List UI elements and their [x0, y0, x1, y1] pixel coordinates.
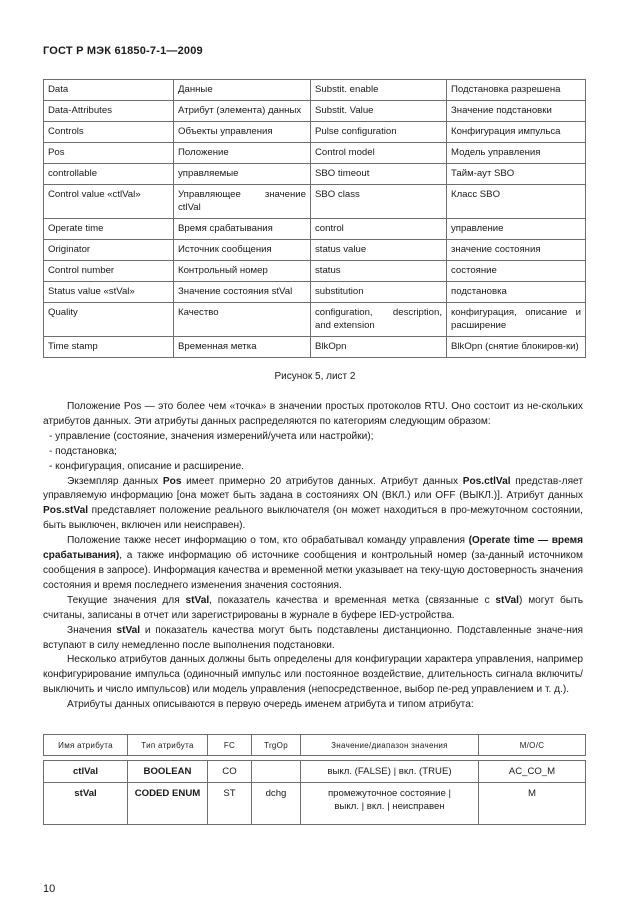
attributes-table — [43, 734, 586, 825]
page-number: 10 — [43, 883, 56, 895]
text-run: Экземпляр данных — [67, 475, 163, 487]
glossary-cell: Положение — [174, 143, 311, 164]
column-header: M/O/C — [479, 735, 586, 756]
glossary-cell: BlkOpn (снятие блокиров-ки) — [447, 337, 586, 358]
glossary-row — [44, 122, 586, 143]
text-run-bold: Pos.stVal — [43, 505, 89, 517]
attributes-header-row — [44, 735, 586, 756]
value-line: промежуточное состояние | — [327, 788, 452, 799]
column-header: Имя атрибута — [44, 735, 128, 756]
glossary-cell: Pulse configuration — [311, 122, 447, 143]
glossary-cell: Data — [44, 80, 174, 101]
glossary-cell: controllable — [44, 164, 174, 185]
glossary-row — [44, 219, 586, 240]
text-run: и показатель качества могут быть подставлены дистанционно. Подставленные значе-ния вступают в силу немедленно после выполнения подстановки. — [43, 624, 583, 651]
paragraph — [43, 624, 583, 654]
column-header: FC — [208, 735, 252, 756]
column-header: Тип атрибута — [128, 735, 208, 756]
glossary-row — [44, 164, 586, 185]
text-run-bold: stVal — [185, 594, 210, 606]
glossary-cell: substitution — [311, 282, 447, 303]
text-run-bold: Pos — [162, 475, 182, 487]
glossary-cell: состояние — [447, 261, 586, 282]
glossary-cell: Управляющее значение ctlVal — [174, 185, 311, 219]
glossary-cell: Объекты управления — [174, 122, 311, 143]
glossary-row — [44, 282, 586, 303]
table-row — [44, 761, 586, 783]
text-run: представляет положение реального выключателя (он может находиться в про-межуточном состоянии, быть выключен, включен или неисправен). — [43, 505, 583, 532]
glossary-row — [44, 185, 586, 219]
glossary-cell: Control model — [311, 143, 447, 164]
glossary-cell: Модель управления — [447, 143, 586, 164]
glossary-row — [44, 240, 586, 261]
glossary-row — [44, 337, 586, 358]
paragraph: Положение Pos — это более чем «точка» в значении простых протоколов RTU. Оно состоит из не-скольких атрибутов данных. Эти атрибуты данных распределяются по категориям следующим образом: — [43, 401, 583, 427]
text-run-bold: Pos.ctlVal — [462, 475, 511, 487]
glossary-cell: конфигурация, описание и расширение — [447, 303, 586, 337]
value-line: выкл. | вкл. | неисправен — [334, 801, 445, 812]
glossary-cell: Status value «stVal» — [44, 282, 174, 303]
glossary-table — [43, 79, 586, 358]
glossary-cell: Качество — [174, 303, 311, 337]
attribute-moc: AC_CO_M — [479, 761, 586, 783]
glossary-cell: SBO timeout — [311, 164, 447, 185]
paragraph — [43, 594, 583, 624]
list-item: - подстановка; — [49, 445, 117, 457]
glossary-cell: Время срабатывания — [174, 219, 311, 240]
attribute-type: BOOLEAN — [128, 761, 208, 783]
text-run-bold: stVal — [495, 594, 520, 606]
text-run: Текущие значения для — [67, 594, 186, 606]
glossary-cell: status value — [311, 240, 447, 261]
glossary-cell: Класс SBO — [447, 185, 586, 219]
figure-caption: Рисунок 5, лист 2 — [274, 371, 356, 382]
glossary-cell: Data-Attributes — [44, 101, 174, 122]
attribute-name: stVal — [44, 783, 128, 825]
glossary-cell: Substit. enable — [311, 80, 447, 101]
glossary-cell: Источник сообщения — [174, 240, 311, 261]
paragraph — [43, 534, 583, 594]
glossary-cell: управление — [447, 219, 586, 240]
glossary-cell: Значение подстановки — [447, 101, 586, 122]
glossary-cell: Значение состояния stVal — [174, 282, 311, 303]
glossary-row — [44, 143, 586, 164]
glossary-cell: SBO class — [311, 185, 447, 219]
glossary-cell: Атрибут (элемента) данных — [174, 101, 311, 122]
glossary-cell: configuration, description, and extension — [311, 303, 447, 337]
text-run: , показатель качества и временная метка (связанные с — [209, 594, 496, 606]
glossary-row — [44, 303, 586, 337]
glossary-cell: control — [311, 219, 447, 240]
glossary-table-body — [44, 80, 586, 358]
attribute-moc: M — [479, 783, 586, 825]
glossary-cell: Controls — [44, 122, 174, 143]
glossary-cell: BlkOpn — [311, 337, 447, 358]
glossary-cell: Подстановка разрешена — [447, 80, 586, 101]
glossary-cell: Control number — [44, 261, 174, 282]
attribute-fc: CO — [208, 761, 252, 783]
text-run: ) могут быть считаны, записаны в отчет или зарегистрированы в журнале в буфере IED-устройства. — [43, 594, 583, 621]
attribute-type: CODED ENUM — [128, 783, 208, 825]
text-run: представ-ляет управляемую информацию [она может быть задана в состояниях ON (ВКЛ.) или OFF (ВЫКЛ.)]. Атрибут данных — [43, 475, 583, 502]
column-header: TrgOp — [252, 735, 301, 756]
attribute-value: выкл. (FALSE) | вкл. (TRUE) — [301, 761, 479, 783]
glossary-cell: Time stamp — [44, 337, 174, 358]
text-run: Положение также несет информацию о том, кто обрабатывал команду управления — [67, 535, 469, 547]
glossary-cell: подстановка — [447, 282, 586, 303]
glossary-cell: Substit. Value — [311, 101, 447, 122]
paragraph: Атрибуты данных описываются в первую очередь именем атрибута и типом атрибута: — [67, 699, 474, 711]
attribute-trgop: dchg — [252, 783, 301, 825]
glossary-cell: значение состояния — [447, 240, 586, 261]
glossary-cell: Тайм-аут SBO — [447, 164, 586, 185]
paragraph — [43, 475, 583, 535]
glossary-cell: status — [311, 261, 447, 282]
glossary-row — [44, 261, 586, 282]
document-header: ГОСТ Р МЭК 61850-7-1—2009 — [43, 45, 203, 57]
glossary-cell: Данные — [174, 80, 311, 101]
attribute-fc: ST — [208, 783, 252, 825]
attribute-trgop — [252, 761, 301, 783]
text-run: Значения — [67, 624, 117, 636]
glossary-cell: Pos — [44, 143, 174, 164]
text-run-bold: stVal — [116, 624, 141, 636]
body-text — [43, 400, 583, 713]
glossary-cell: Конфигурация импульса — [447, 122, 586, 143]
list-item: - конфигурация, описание и расширение. — [49, 460, 245, 472]
glossary-cell: Control value «ctlVal» — [44, 185, 174, 219]
text-run: имеет примерно 20 атрибутов данных. Атрибут данных — [181, 475, 463, 487]
glossary-cell: Operate time — [44, 219, 174, 240]
glossary-cell: Временная метка — [174, 337, 311, 358]
glossary-row — [44, 101, 586, 122]
glossary-cell: управляемые — [174, 164, 311, 185]
text-run-bold: (Operate time — время срабатывания) — [43, 535, 583, 562]
list-item: - управление (состояние, значения измерений/учета или настройки); — [49, 430, 374, 442]
text-run: , а также информацию об источнике сообщения и контрольный номер (за-данный источником сообщения в запросе). Информация качества и временной метки указывает на теку-щую достоверность значения состояния и время последнего изменения значения состояния. — [43, 550, 583, 591]
column-header: Значение/диапазон значения — [301, 735, 479, 756]
attribute-value — [301, 783, 479, 825]
glossary-cell: Quality — [44, 303, 174, 337]
glossary-cell: Originator — [44, 240, 174, 261]
glossary-cell: Контрольный номер — [174, 261, 311, 282]
glossary-row — [44, 80, 586, 101]
paragraph: Несколько атрибутов данных должны быть определены для конфигурации характера управления, например конфигурирование импульса (одиночный импульс или постоянное воздействие, длительность сигнала включить/выключить и число импульсов) или модель управления (непосредственное, выбор пе-ред управлением и т. д.). — [43, 654, 583, 696]
table-row — [44, 783, 586, 825]
attribute-name: ctlVal — [44, 761, 128, 783]
